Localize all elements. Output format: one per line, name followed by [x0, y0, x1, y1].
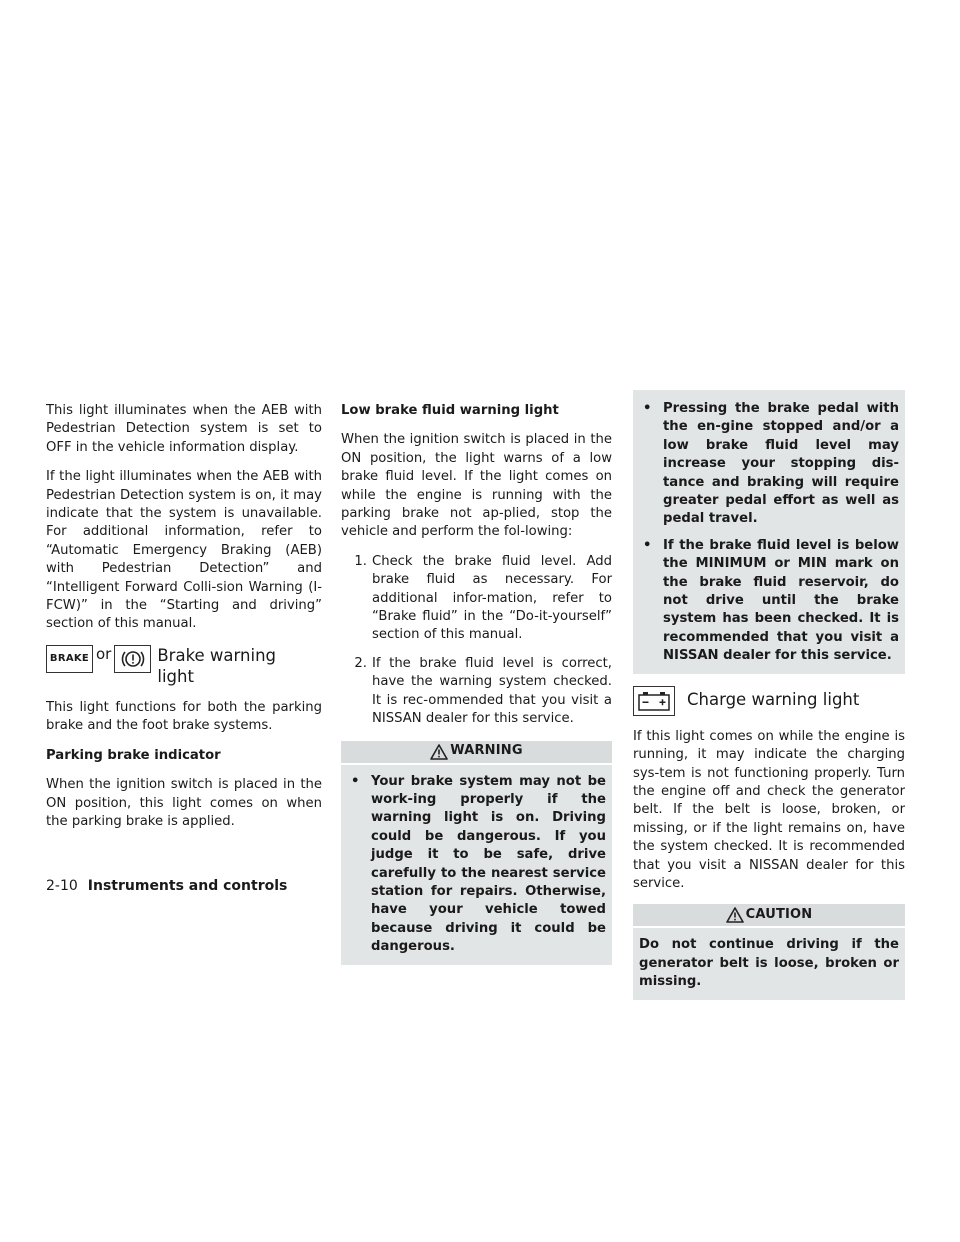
charge-paragraph: If this light comes on while the engine is running, it may indicate the charging sys-tem is not functioning properly. Turn the engine off and check the generator belt. If the belt is loose, broken, or missing, or if the light remains on, have the system checked. It is recommended that you visit a NISSAN dealer for this service.	[633, 728, 905, 891]
column-2	[341, 402, 612, 965]
section-title: Instruments and controls	[87, 878, 288, 894]
charge-warning-heading	[633, 686, 905, 716]
caution-header: CAUTION	[633, 904, 905, 926]
warning-bullet: • If the brake fluid level is below the MINIMUM or MIN mark on the brake fluid reservoir, do not drive until the brake system has been checked. It is recommended that you visit a NISSAN dealer for this service.	[643, 537, 899, 664]
list-item: 1. Check the brake fluid level. Add brake fluid as necessary. For additional infor-mation, refer to “Brake fluid” in the “Do-it-yourself” section of this manual.	[354, 553, 612, 643]
low-fluid-heading: Low brake fluid warning light	[341, 403, 559, 418]
column-1	[46, 402, 322, 842]
or-label: or	[96, 644, 112, 663]
warning-bullet: • Your brake system may not be work-ing properly if the warning light is on. Driving could be dangerous. If you judge it to be safe, drive carefully to the nearest service station for repairs. Otherwise, have your vehicle towed because driving it could be dangerous.	[351, 773, 606, 955]
caution-body	[633, 926, 905, 999]
parking-brake-paragraph: When the ignition switch is placed in the ON position, this light comes on when the parking brake is applied.	[46, 777, 322, 829]
warning-body-continued	[633, 390, 905, 674]
warning-bullet: • Pressing the brake pedal with the en-gine stopped and/or a low brake fluid level may increase your stopping dis-tance and braking will require greater pedal effort as well as pedal travel.	[643, 401, 899, 527]
steps-list	[341, 553, 612, 729]
column-3	[633, 402, 905, 1000]
brake-text-icon: BRAKE	[46, 645, 93, 673]
caution-callout	[633, 904, 905, 999]
brake-warning-title: Brake warning light	[157, 645, 277, 686]
warning-callout	[341, 741, 612, 965]
parking-brake-heading: Parking brake indicator	[46, 747, 221, 763]
list-item: 2. If the brake fluid level is correct, have the warning system checked. It is rec-ommended that you visit a NISSAN dealer for this service.	[354, 655, 612, 727]
brake-function-paragraph: This light functions for both the parking brake and the foot brake systems.	[46, 699, 322, 734]
page-footer	[46, 878, 287, 894]
warning-triangle-icon	[726, 907, 744, 923]
charge-warning-title: Charge warning light	[687, 690, 860, 710]
aeb-off-paragraph: This light illuminates when the AEB with Pedestrian Detection system is set to OFF in the vehicle information display.	[46, 403, 322, 455]
warning-callout-continued	[633, 390, 905, 674]
warning-triangle-icon	[430, 744, 448, 760]
battery-icon	[633, 686, 675, 716]
warning-body	[341, 763, 612, 965]
low-fluid-paragraph: When the ignition switch is placed in the ON position, the light warns of a low brake fluid level. If the light comes on while the engine is running with the parking brake not ap-plied, stop the vehicle and perform the fol-lowing:	[341, 432, 612, 540]
page-number: 2-10	[46, 878, 78, 894]
brake-circle-icon	[114, 645, 151, 673]
warning-header: WARNING	[341, 741, 612, 763]
aeb-on-paragraph: If the light illuminates when the AEB with Pedestrian Detection system is on, it may indicate that the system is unavailable. For additional information, refer to “Automatic Emergency Braking (AEB) with Pedestrian Detection” and “Intelligent Forward Colli-sion Warning (I-FCW)” in the “Starting and driving” section of this manual.	[46, 469, 322, 632]
brake-warning-heading	[46, 645, 322, 687]
caution-text: Do not continue driving if the generator belt is loose, broken or missing.	[639, 937, 899, 990]
